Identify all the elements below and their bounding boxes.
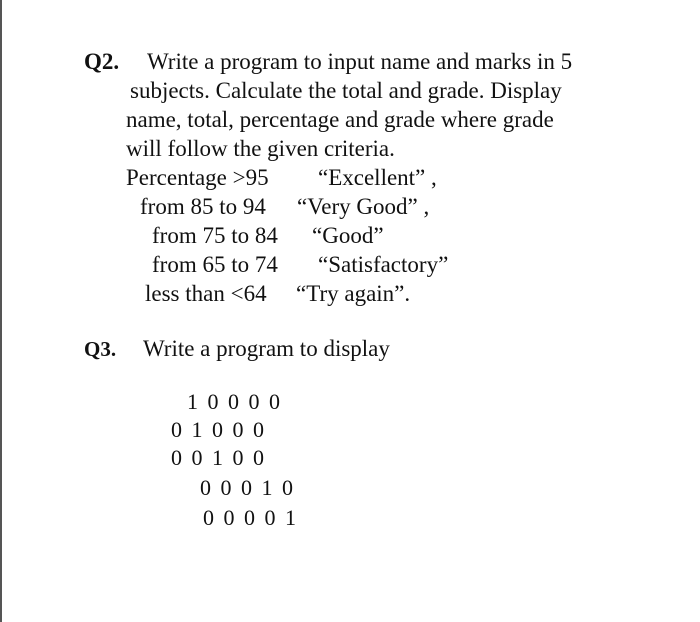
criteria-condition-5: less than <64 <box>145 281 267 306</box>
pattern-row-4: 0 0 0 1 0 <box>200 475 295 500</box>
criteria-grade-4: “Satisfactory” <box>318 252 449 277</box>
q2-line-4: will follow the given criteria. <box>126 136 395 161</box>
pattern-row-2: 0 1 0 0 0 <box>171 417 266 442</box>
q2-label: Q2. <box>84 49 120 74</box>
q3-label: Q3. <box>84 337 117 361</box>
q2-line-1: Write a program to input name and marks in 5 <box>147 49 573 74</box>
criteria-condition-3: from 75 to 84 <box>152 223 278 248</box>
criteria-grade-2: “Very Good” , <box>297 194 430 219</box>
criteria-condition-1: Percentage >95 <box>126 165 269 190</box>
pattern-row-1: 1 0 0 0 0 <box>187 389 282 414</box>
criteria-grade-1: “Excellent” , <box>318 165 437 190</box>
q2-line-2: subjects. Calculate the total and grade. Display <box>130 78 562 103</box>
page-left-border <box>0 0 2 622</box>
pattern-row-3: 0 0 1 0 0 <box>171 445 266 470</box>
criteria-condition-2: from 85 to 94 <box>140 194 266 219</box>
q3-text: Write a program to display <box>143 336 390 361</box>
pattern-row-5: 0 0 0 0 1 <box>203 505 298 530</box>
criteria-grade-5: “Try again”. <box>296 281 411 306</box>
q2-line-3: name, total, percentage and grade where grade <box>126 107 554 132</box>
criteria-condition-4: from 65 to 74 <box>152 252 278 277</box>
criteria-grade-3: “Good” <box>312 223 384 248</box>
